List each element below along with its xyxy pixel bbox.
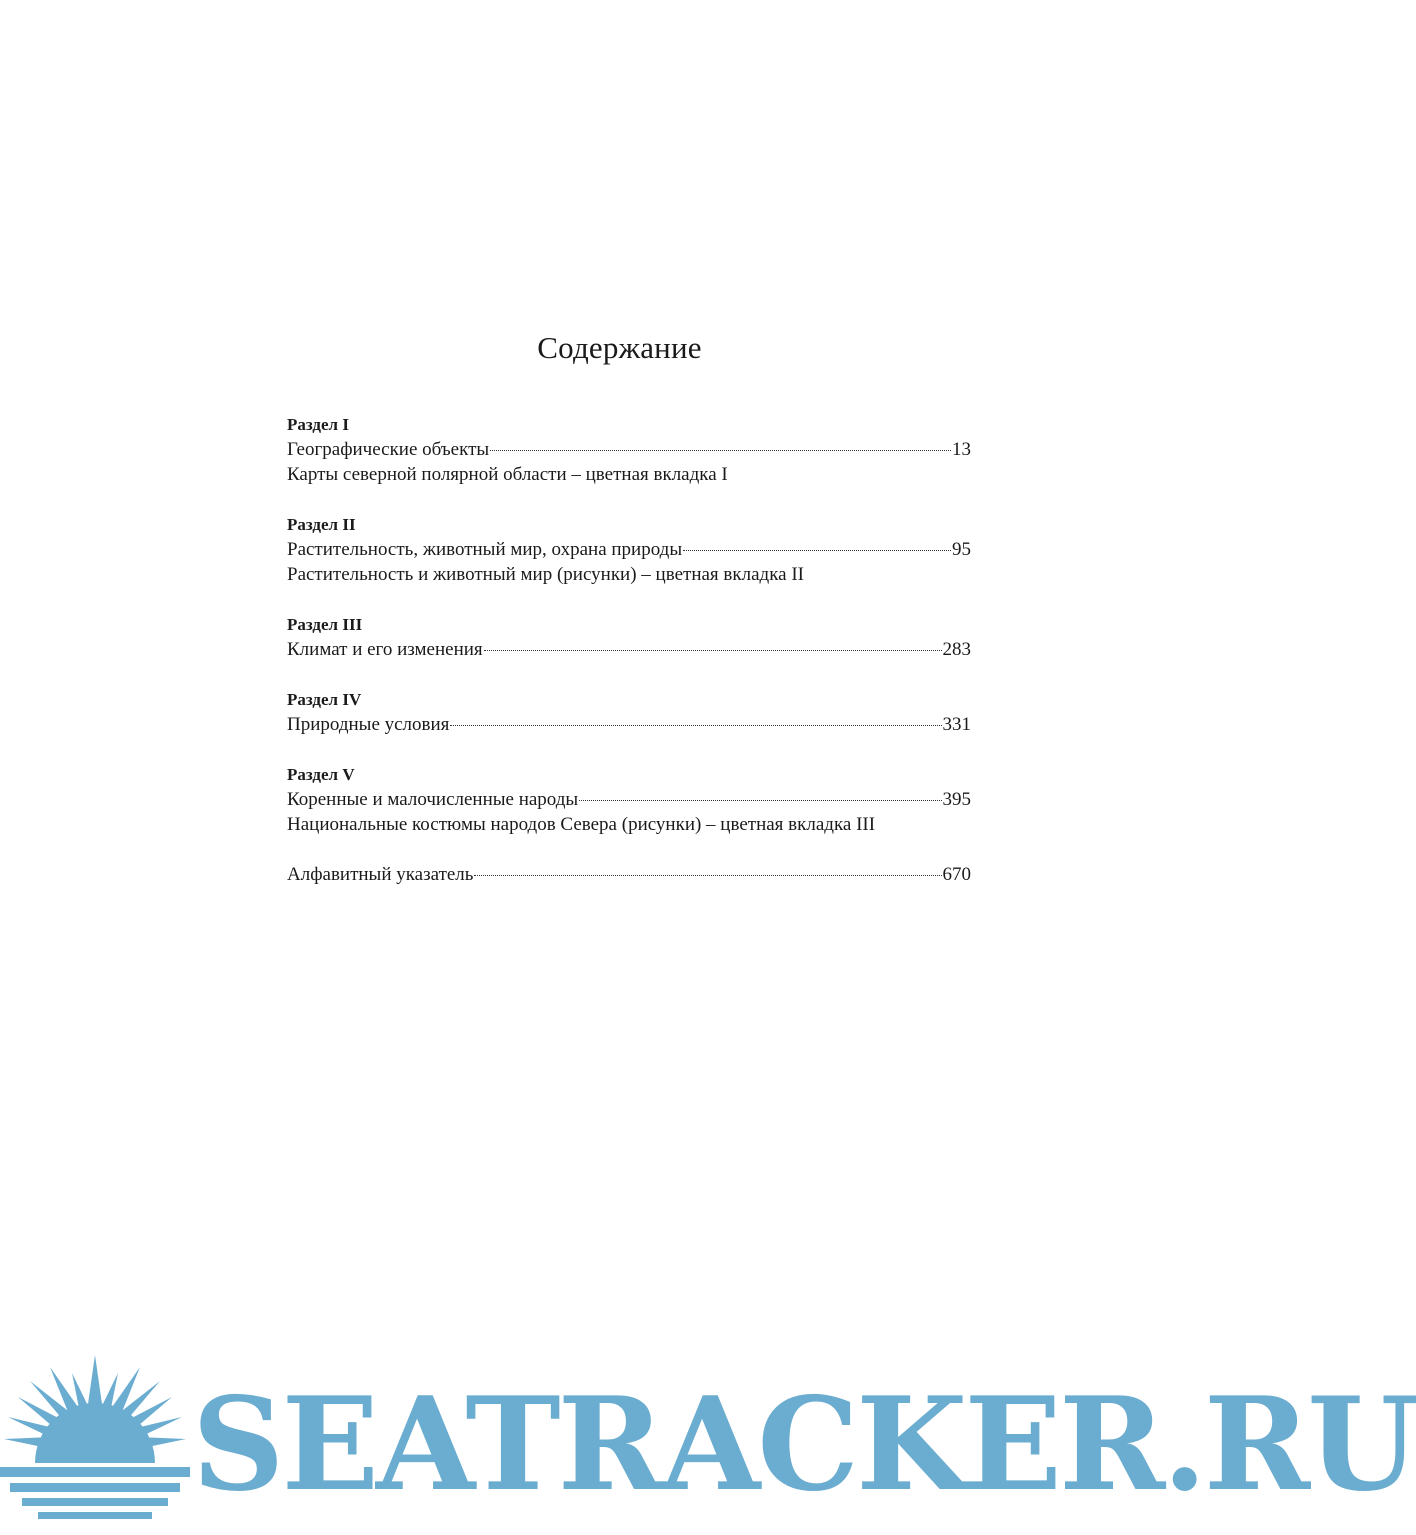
entry-title: Природные условия [287, 714, 450, 735]
dot-leader [450, 725, 941, 726]
entry-title: Алфавитный указатель [287, 864, 474, 885]
toc-section-1 [287, 412, 971, 487]
entry-title: Коренные и малочисленные народы [287, 789, 579, 810]
entry-title: Растительность и животный мир (рисунки) – цветная вкладка II [287, 564, 804, 585]
sun-icon [0, 1353, 190, 1535]
entry-page-number: 283 [942, 639, 971, 660]
entry-title: Карты северной полярной области – цветная вкладка I [287, 464, 728, 485]
section-heading: Раздел III [287, 615, 363, 634]
watermark-text: SEATRACKER.RU [192, 1370, 1416, 1520]
toc-section-5 [287, 762, 971, 837]
toc-entry[interactable] [287, 562, 971, 587]
dot-leader [484, 650, 942, 651]
toc-index [287, 862, 971, 887]
entry-page-number: 13 [952, 439, 971, 460]
entry-title: Географические объекты [287, 439, 490, 460]
section-heading: Раздел V [287, 765, 355, 784]
toc-entry[interactable] [287, 437, 971, 462]
entry-title: Национальные костюмы народов Севера (рисунки) – цветная вкладка III [287, 814, 876, 835]
toc-entry[interactable] [287, 787, 971, 812]
section-heading: Раздел II [287, 515, 356, 534]
entry-page-number: 670 [942, 864, 971, 885]
dot-leader [579, 800, 941, 801]
toc-entry-index[interactable] [287, 862, 971, 887]
toc-entry[interactable] [287, 462, 971, 487]
table-of-contents [287, 412, 971, 912]
toc-section-2 [287, 512, 971, 587]
entry-page-number: 95 [952, 539, 971, 560]
dot-leader [490, 450, 951, 451]
dot-leader [683, 550, 951, 551]
entry-title: Растительность, животный мир, охрана природы [287, 539, 683, 560]
toc-entry[interactable] [287, 637, 971, 662]
toc-section-4 [287, 687, 971, 737]
entry-title: Климат и его изменения [287, 639, 483, 660]
watermark-logo [0, 1353, 1416, 1535]
toc-entry[interactable] [287, 537, 971, 562]
entry-page-number: 331 [942, 714, 971, 735]
section-heading: Раздел IV [287, 690, 362, 709]
toc-section-3 [287, 612, 971, 662]
page-title: Содержание [537, 330, 702, 365]
entry-page-number: 395 [942, 789, 971, 810]
toc-entry[interactable] [287, 712, 971, 737]
dot-leader [474, 875, 941, 876]
toc-entry[interactable] [287, 812, 971, 837]
section-heading: Раздел I [287, 415, 349, 434]
